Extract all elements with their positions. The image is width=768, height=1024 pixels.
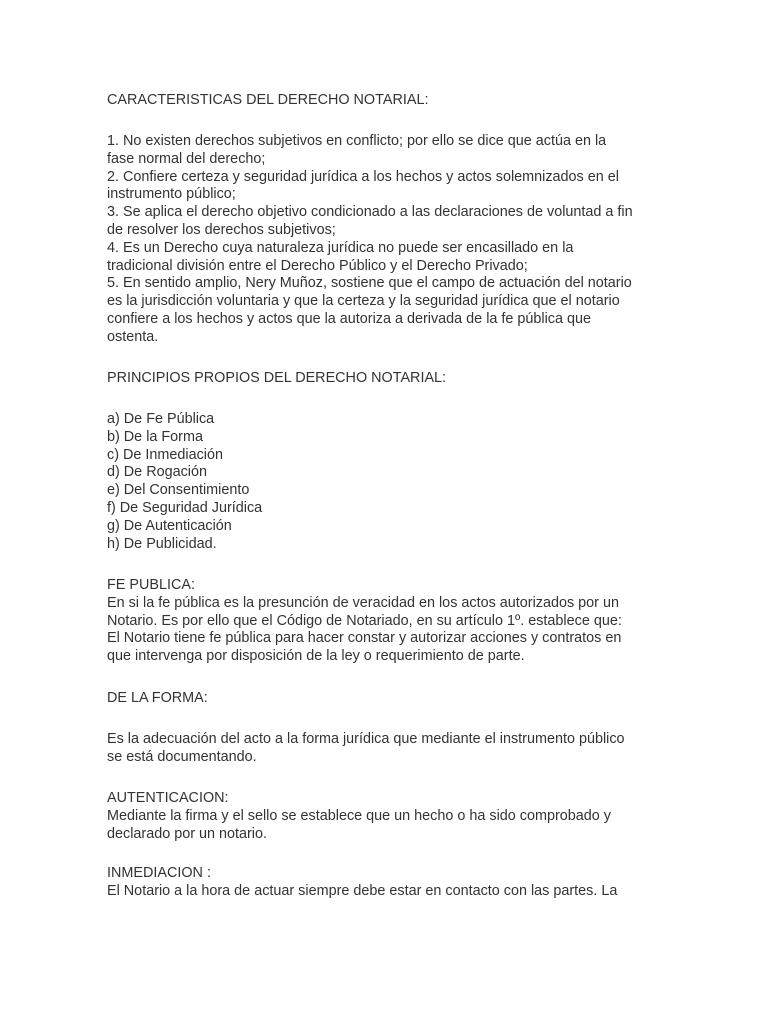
text-line: El Notario tiene fe pública para hacer constar y autorizar acciones y contratos en [107,630,622,647]
text-line: declarado por un notario. [107,825,268,842]
section-heading: FE PUBLICA: [107,577,195,593]
text-line: En si la fe pública es la presunción de veracidad en los actos autorizados por un [107,594,619,611]
list-item: e) Del Consentimiento [107,482,250,499]
section-inmediacion [107,865,667,901]
list-item: f) De Seguridad Jurídica [107,499,263,516]
text-line: fase normal del derecho; [107,150,266,167]
text-line: confiere a los hechos y actos que la autoriza a derivada de la fe pública que [107,310,591,327]
text-line: es la jurisdicción voluntaria y que la certeza y la seguridad jurídica que el notario [107,293,620,310]
section-principios [107,370,667,388]
text-line: de resolver los derechos subjetivos; [107,221,336,238]
section-heading: CARACTERISTICAS DEL DERECHO NOTARIAL: [107,92,429,108]
text-line: que intervenga por disposición de la ley o requerimiento de parte. [107,648,525,665]
list-item: c) De Inmediación [107,446,223,463]
section-heading: PRINCIPIOS PROPIOS DEL DERECHO NOTARIAL: [107,370,447,386]
list-item: a) De Fe Pública [107,411,215,427]
text-line: 2. Confiere certeza y seguridad jurídica a los hechos y actos solemnizados en el [107,168,619,185]
section-autenticacion [107,790,667,843]
text-line: Es la adecuación del acto a la forma jurídica que mediante el instrumento público [107,731,625,747]
text-line: 5. En sentido amplio, Nery Muñoz, sostiene que el campo de actuación del notario [107,275,632,292]
list-item: b) De la Forma [107,428,203,445]
section-fe-publica [107,577,667,666]
text-line: ostenta. [107,328,159,345]
text-line: 4. Es un Derecho cuya naturaleza jurídica no puede ser encasillado en la [107,239,574,256]
section-de-la-forma [107,690,667,708]
text-line: se está documentando. [107,748,257,765]
text-line: instrumento público; [107,186,236,203]
text-line: El Notario a la hora de actuar siempre debe estar en contacto con las partes. La [107,882,618,899]
section-heading: AUTENTICACION: [107,790,229,806]
text-line: Mediante la firma y el sello se establece que un hecho o ha sido comprobado y [107,807,611,824]
list-item: g) De Autenticación [107,517,232,534]
section-caracteristicas [107,92,667,110]
text-line: tradicional división entre el Derecho Público y el Derecho Privado; [107,257,528,274]
list-item: d) De Rogación [107,464,207,481]
text-line: 1. No existen derechos subjetivos en conflicto; por ello se dice que actúa en la [107,133,607,149]
text-line: 3. Se aplica el derecho objetivo condicionado a las declaraciones de voluntad a fin [107,204,633,221]
de-la-forma-body [107,731,667,767]
section-heading: INMEDIACION : [107,865,211,881]
text-line: Notario. Es por ello que el Código de Notariado, en su artículo 1º. establece que: [107,612,622,629]
caracteristicas-body [107,133,667,347]
principios-list [107,411,667,553]
list-item: h) De Publicidad. [107,535,217,552]
section-heading: DE LA FORMA: [107,690,208,706]
